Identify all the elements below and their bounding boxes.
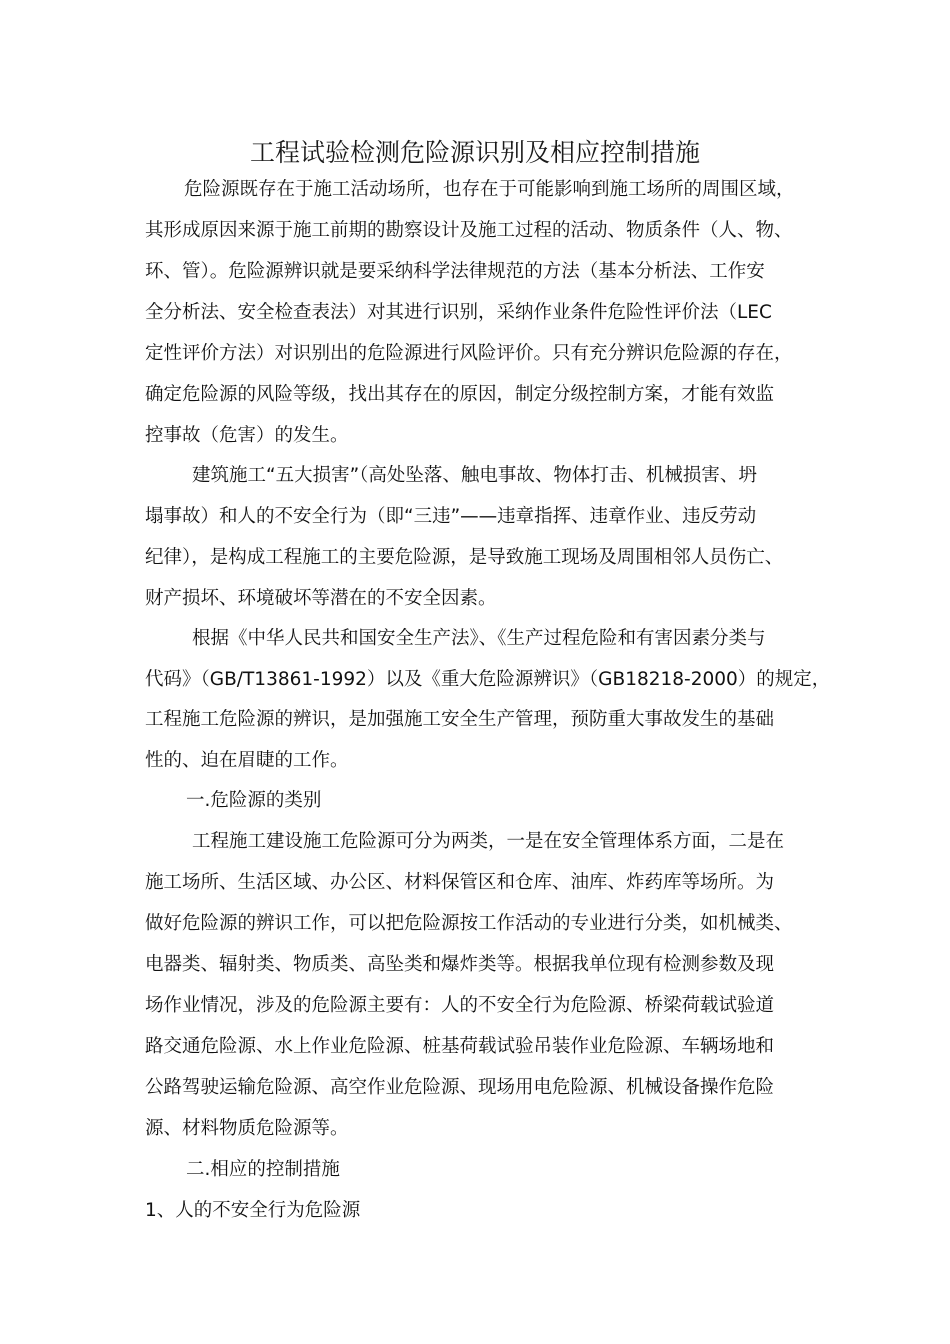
body-line: 塌事故）和人的不安全行为（即“三违”——违章指挥、违章作业、违反劳动 xyxy=(145,506,757,527)
body-line: 公路驾驶运输危险源、高空作业危险源、现场用电危险源、机械设备操作危险 xyxy=(145,1077,775,1098)
document-title: 工程试验检测危险源识别及相应控制措施 xyxy=(249,138,700,167)
body-line: 性的、迫在眉睫的工作。 xyxy=(145,750,349,771)
body-line: 定性评价方法）对识别出的危险源进行风险评价。只有充分辨识危险源的存在， xyxy=(145,343,793,364)
section-heading: 一.危险源的类别 xyxy=(186,790,322,811)
body-line: 纪律），是构成工程施工的主要危险源，是导致施工现场及周围相邻人员伤亡、 xyxy=(145,547,784,568)
body-line: 危险源既存在于施工活动场所，也存在于可能影响到施工场所的周围区域， xyxy=(184,179,795,200)
body-line: 工程施工建设施工危险源可分为两类，一是在安全管理体系方面，二是在 xyxy=(192,831,785,852)
body-line: 做好危险源的辨识工作，可以把危险源按工作活动的专业进行分类，如机械类、 xyxy=(145,913,793,934)
body-line: 控事故（危害）的发生。 xyxy=(145,425,349,446)
body-line: 场作业情况，涉及的危险源主要有：人的不安全行为危险源、桥梁荷载试验道 xyxy=(145,995,775,1016)
body-line: 全分析法、安全检查表法）对其进行识别，采纳作业条件危险性评价法（LEC xyxy=(145,302,772,323)
body-line: 电器类、辐射类、物质类、高坠类和爆炸类等。根据我单位现有检测参数及现 xyxy=(145,954,775,975)
body-line: 环、管）。危险源辨识就是要采纳科学法律规范的方法（基本分析法、工作安 xyxy=(145,261,765,282)
subsection-heading: 1、人的不安全行为危险源 xyxy=(145,1200,361,1221)
body-line: 源、材料物质危险源等。 xyxy=(145,1118,349,1139)
body-line: 代码》（GB/T13861-1992）以及《重大危险源辨识》（GB18218-2000）的规定， xyxy=(145,669,831,690)
body-line: 财产损坏、环境破坏等潜在的不安全因素。 xyxy=(145,588,497,609)
body-line: 建筑施工“五大损害”（高处坠落、触电事故、物体打击、机械损害、坍 xyxy=(192,465,757,486)
section-heading: 二.相应的控制措施 xyxy=(186,1159,340,1180)
body-line: 路交通危险源、水上作业危险源、桩基荷载试验吊装作业危险源、车辆场地和 xyxy=(145,1036,775,1057)
body-line: 工程施工危险源的辨识，是加强施工安全生产管理，预防重大事故发生的基础 xyxy=(145,709,775,730)
body-line: 根据《中华人民共和国安全生产法》、《生产过程危险和有害因素分类与 xyxy=(192,628,766,649)
body-line: 施工场所、生活区域、办公区、材料保管区和仓库、油库、炸药库等场所。为 xyxy=(145,872,775,893)
body-line: 其形成原因来源于施工前期的勘察设计及施工过程的活动、物质条件（人、物、 xyxy=(145,220,793,241)
body-line: 确定危险源的风险等级，找出其存在的原因，制定分级控制方案，才能有效监 xyxy=(145,384,775,405)
